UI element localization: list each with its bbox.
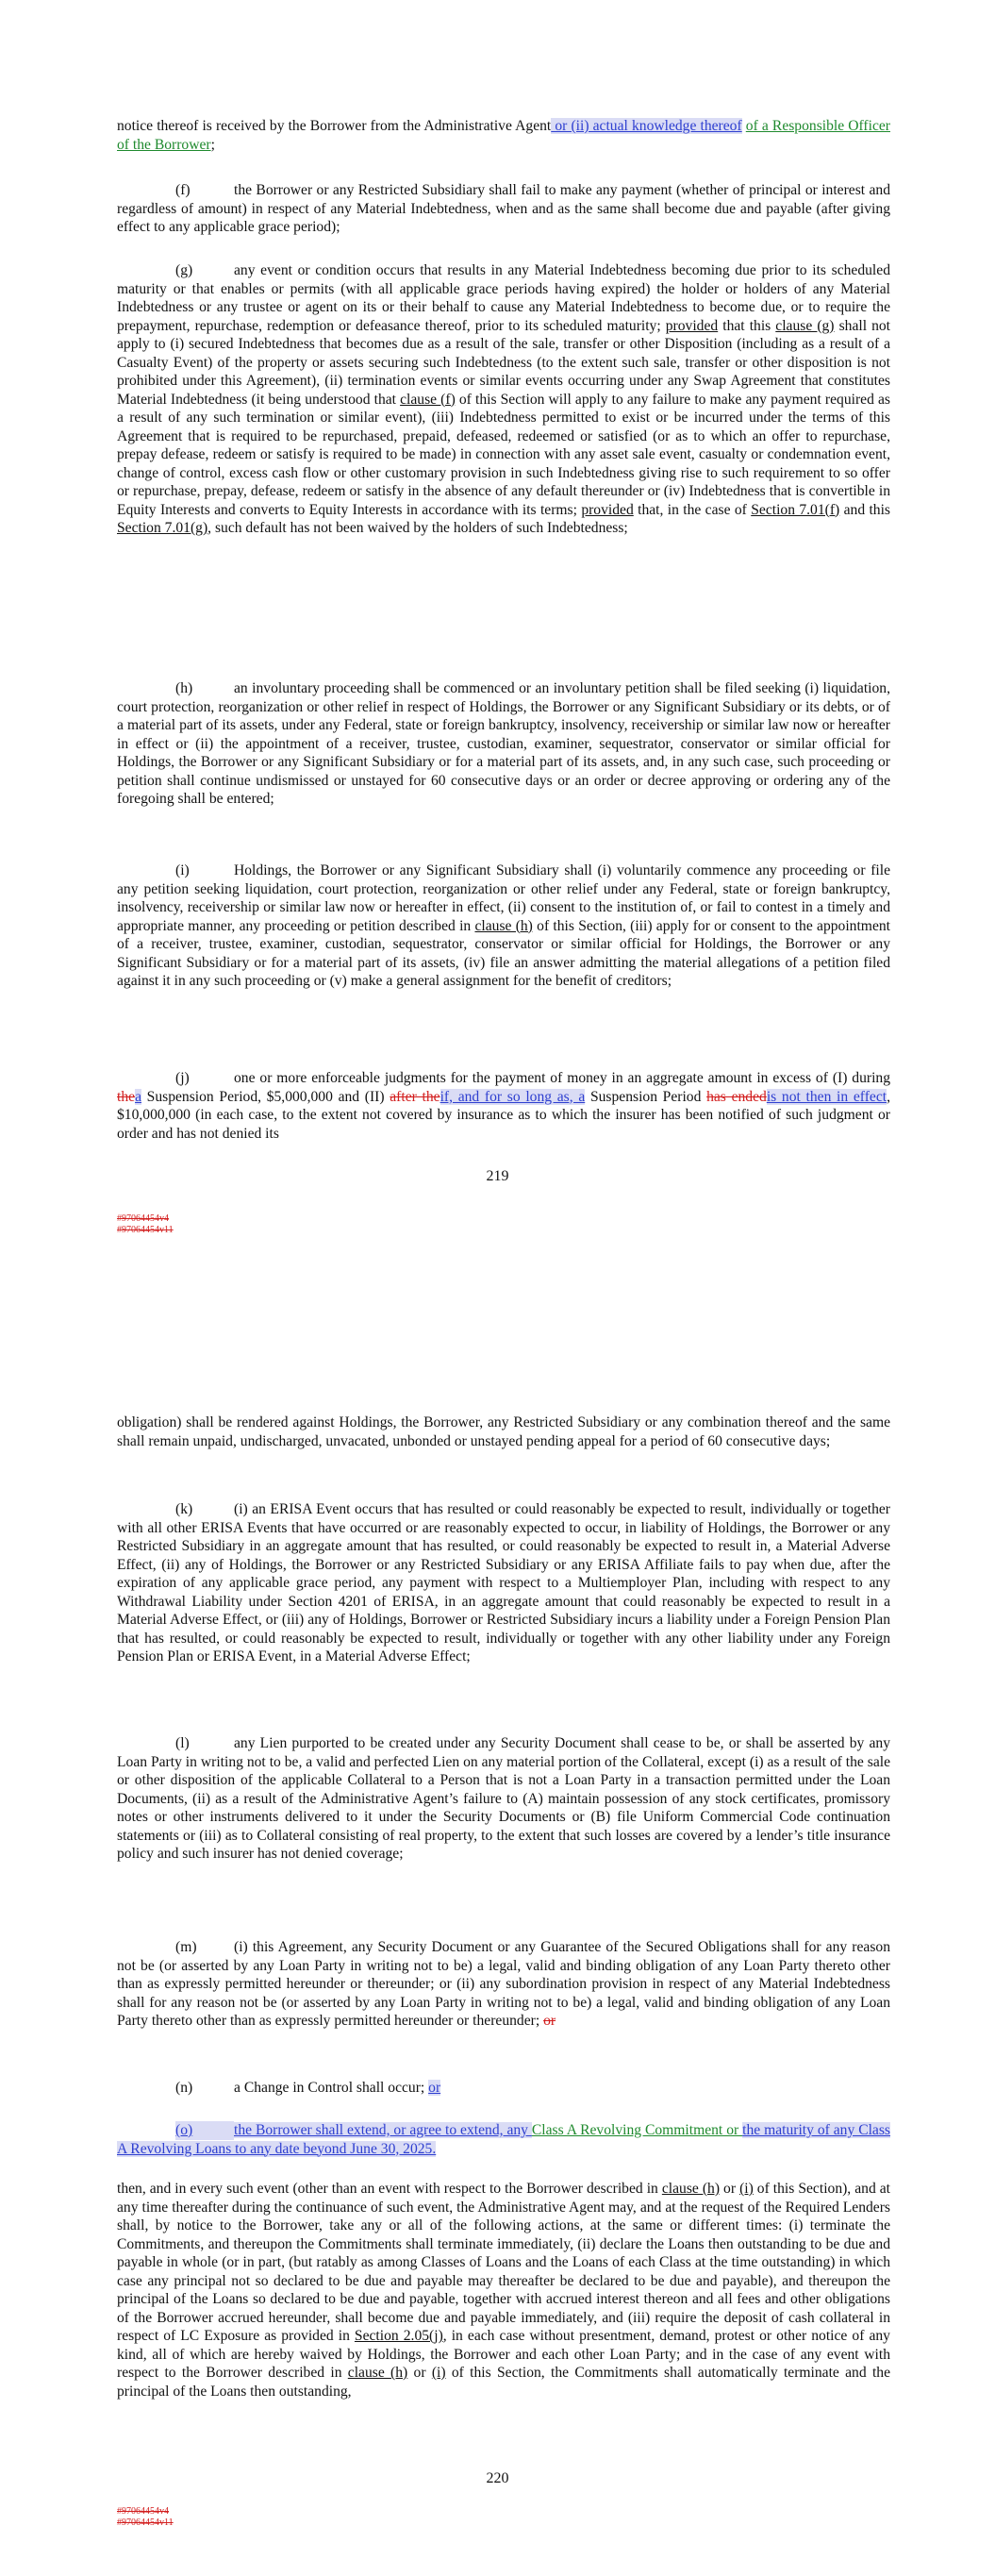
- para-o: [117, 2121, 890, 2158]
- inserted-text: the Borrower shall extend, or agree to extend, any: [234, 2122, 532, 2138]
- para-label: (l): [175, 1735, 190, 1751]
- document-id: #97064454v4: [117, 2506, 169, 2517]
- para-label: (n): [175, 2080, 193, 2096]
- inserted-text: or: [428, 2080, 441, 2096]
- para-label: (f): [175, 182, 191, 198]
- document-id: #97064454v11: [117, 2517, 174, 2528]
- para-n: (n) a Change in Control shall occur; or: [175, 2080, 441, 2096]
- inserted-text: the maturity of any Class A Revolving Loans to any date beyond June 30, 2025.: [117, 2122, 890, 2157]
- moved-text: of a Responsible Officer of the Borrower: [117, 118, 890, 153]
- deleted-text: after the: [390, 1088, 440, 1105]
- para-label: (j): [175, 1070, 190, 1086]
- para-label: (g): [175, 262, 193, 278]
- para-label: (k): [175, 1501, 193, 1517]
- para-f: (f) the Borrower or any Restricted Subsidiary shall fail to make any payment (whether of principal or interest and regardless of amount) in respect of any Material Indebtedness, when and as the same shall become due and payable (after giving effect to any applicable grace period);: [117, 182, 890, 235]
- para-label: (h): [175, 680, 193, 696]
- para-label: (m): [175, 1939, 197, 1955]
- deleted-text: has ended: [706, 1088, 767, 1105]
- para-label: (i): [175, 862, 190, 878]
- para-continuation: obligation) shall be rendered against Holdings, the Borrower, any Restricted Subsidiary or any combination thereof and the same shall remain unpaid, undischarged, unvacated, unbonded or unstayed pending appeal for a period of 60 consecutive days;: [117, 1414, 890, 1449]
- para-j: (j) one or more enforceable judgments for the payment of money in an aggregate amount in excess of (I) during thea Suspension Period, $5,000,000 and (II) after theif, and for so long as, a Suspension Period has endedis not then in effect, $10,000,000 (in each case, to the extent not covered by insurance as to which the insurer has been notified of such judgment or order and has not denied its: [117, 1070, 890, 1142]
- para-intro: notice thereof is received by the Borrower from the Administrative Agent or (ii) actual knowledge thereof of a Responsible Officer of the Borrower;: [117, 118, 890, 153]
- deleted-text: or: [543, 2013, 556, 2029]
- inserted-text: a: [135, 1088, 141, 1105]
- para-g: (g) any event or condition occurs that results in any Material Indebtedness becoming due prior to its scheduled maturity or that enables or permits (with all applicable grace periods having expired) the holder or holders of any Material Indebtedness or any trustee or agent on its or their behalf to cause any Material Indebtedness to become due, or to require the prepayment, repurchase, redemption or defeasance thereof, prior to its scheduled maturity; provided that this clause (g) shall not apply to (i) secured Indebtedness that becomes due as a result of the sale, transfer or other Disposition (including as a result of a Casualty Event) of the property or assets securing such Indebtedness (to the extent such sale, transfer or other disposition is not prohibited under this Agreement), (ii) termination events or similar events occurring under any Swap Agreement that constitutes Material Indebtedness (it being understood that clause (f) of this Section will apply to any failure to make any payment required as a result of any such termination or similar event), (iii) Indebtedness permitted to exist or be incurred under the terms of this Agreement that is required to be repurchased, prepaid, defeased, redeemed or satisfied (or as to which an offer to repurchase, prepay defease, redeem or satisfy is required to be made) in connection with any asset sale event, casualty or condemnation event, change of control, excess cash flow or other customary provision in such Indebtedness giving rise to such requirement to so offer or repurchase, prepay, defease, redeem or satisfy in the absence of any default thereunder or (iv) Indebtedness that is convertible in Equity Interests and converts to Equity Interests in accordance with its terms; provided that, in the case of Section 7.01(f) and this Section 7.01(g), such default has not been waived by the holders of such Indebtedness;: [117, 262, 891, 536]
- para-i: (i) Holdings, the Borrower or any Significant Subsidiary shall (i) voluntarily commence any proceeding or file any petition seeking liquidation, court protection, reorganization or other relief under any Federal, state or foreign bankruptcy, insolvency, receivership or similar law now or hereafter in effect, (ii) consent to the institution of, or fail to contest in a timely and appropriate manner, any proceeding or petition described in clause (h) of this Section, (iii) apply for or consent to the appointment of a receiver, trustee, examiner, custodian, sequestrator, conservator or similar official for Holdings, the Borrower or any Significant Subsidiary or for a material part of its assets, (iv) file an answer admitting the material allegations of a petition filed against it in any such proceeding or (v) make a general assignment for the benefit of creditors;: [117, 862, 890, 989]
- para-m: (m) (i) this Agreement, any Security Document or any Guarantee of the Secured Obligations shall for any reason not be (or asserted by any Loan Party in writing not to be) a legal, valid and binding obligation of any Loan Party thereto other than as expressly permitted hereunder or thereunder; or (ii) any subordination provision in respect of any Material Indebtedness shall for any reason not be (or asserted by any Loan Party in writing not to be) a legal, valid and binding obligation of any Loan Party thereto other than as expressly permitted hereunder or thereunder; or: [117, 1939, 890, 2029]
- inserted-text: is not then in effect: [766, 1088, 887, 1105]
- para-l: (l) any Lien purported to be created under any Security Document shall cease to be, or shall be asserted by any Loan Party in writing not to be, a valid and perfected Lien on any material portion of the Collateral, except (i) as a result of the sale or other disposition of the applicable Collateral to a Person that is not a Loan Party in a transaction permitted under the Loan Documents, (ii) as a result of the Administrative Agent’s failure to (A) maintain possession of any stock certificates, promissory notes or other instruments delivered to it under the Security Documents or (B) file Uniform Commercial Code continuation statements or (iii) as to Collateral consisting of real property, to the extent that such losses are covered by a lender’s title insurance policy and such insurer has not denied coverage;: [117, 1735, 890, 1862]
- inserted-text: or (ii) actual knowledge thereof: [551, 118, 742, 134]
- inserted-text: if, and for so long as, a: [439, 1088, 586, 1105]
- deleted-text: the: [117, 1088, 136, 1105]
- para-k: (k) (i) an ERISA Event occurs that has resulted or could reasonably be expected to result, individually or together with all other ERISA Events that have occurred or are reasonably expected to occur, in liability of Holdings, the Borrower or any Restricted Subsidiary in an aggregate amount that has resulted, or could reasonably be expected to result in, a Material Adverse Effect, (ii) any of Holdings, the Borrower or any Restricted Subsidiary or any ERISA Affiliate fails to pay when due, after the expiration of any applicable grace period, any payment with respect to a Multiemployer Plan, including with respect to any Withdrawal Liability under Section 4201 of ERISA, in an aggregate amount that could reasonably be expected to result in a Material Adverse Effect, or (iii) any of Holdings, Borrower or Restricted Subsidiary incurs a liability under a Foreign Pension Plan that has resulted, or could reasonably be expected to result, individually or together with any other liability under any Foreign Pension Plan or ERISA Event, in a Material Adverse Effect;: [117, 1501, 890, 1664]
- page-number: 219: [486, 1168, 509, 1184]
- para-label: (o): [175, 2121, 234, 2140]
- page-number: 220: [486, 2470, 509, 2486]
- moved-text: Class A Revolving Commitment or: [531, 2122, 743, 2138]
- para-then: then, and in every such event (other than an event with respect to the Borrower described in clause (h) or (i) of this Section), and at any time thereafter during the continuance of such event, the Administrative Agent may, and at the request of the Required Lenders shall, by notice to the Borrower, take any or all of the following actions, at the same or different times: (i) terminate the Commitments, and thereupon the Commitments shall terminate immediately, (ii) declare the Loans then outstanding to be due and payable in whole (or in part, (but ratably as among Classes of Loans and the Loans of each Class at the time outstanding) in which case any principal not so declared to be due and payable may thereafter be declared to be due and payable), and thereupon the principal of the Loans so declared to be due and payable, together with accrued interest thereon and all fees and other obligations of the Borrower accrued hereunder, shall become due and payable immediately, and (iii) require the deposit of cash collateral in respect of LC Exposure as provided in Section 2.05(j), in each case without presentment, demand, protest or other notice of any kind, all of which are hereby waived by Holdings, the Borrower and each other Loan Party; and in the case of any event with respect to the Borrower described in clause (h) or (i) of this Section, the Commitments shall automatically terminate and the principal of the Loans then outstanding,: [117, 2181, 891, 2400]
- document-id: #97064454v4: [117, 1213, 169, 1224]
- document-id: #97064454v11: [117, 1225, 174, 1235]
- para-h: (h) an involuntary proceeding shall be commenced or an involuntary petition shall be filed seeking (i) liquidation, court protection, reorganization or other relief in respect of Holdings, the Borrower or any Significant Subsidiary or its debts, or of a material part of its assets, under any Federal, state or foreign bankruptcy, insolvency, receivership or similar law now or hereafter in effect or (ii) the appointment of a receiver, trustee, custodian, examiner, sequestrator, conservator or similar official for Holdings, the Borrower or any Significant Subsidiary or for a material part of its assets, and, in any such case, such proceeding or petition shall continue undismissed or unstayed for 60 consecutive days or an order or decree approving or ordering any of the foregoing shall be entered;: [117, 680, 890, 807]
